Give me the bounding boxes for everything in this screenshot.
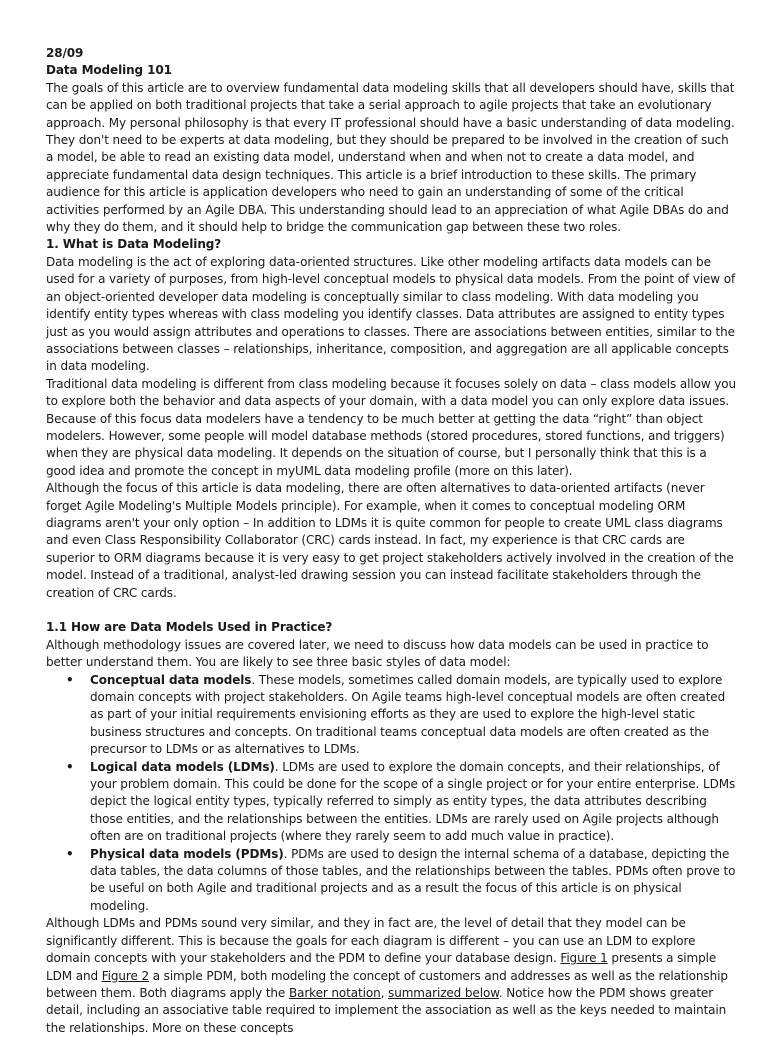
section-1-1-paragraph-1: Although methodology issues are covered later, we need to discuss how data models can be used in practice to better understand them. You are likely to see three basic styles of data model:	[46, 637, 709, 670]
document-page	[46, 45, 736, 1037]
list-item-term: Logical data models (LDMs)	[90, 759, 275, 774]
section-1-1-heading: 1.1 How are Data Models Used in Practice?	[46, 620, 333, 635]
paragraph-text: . Notice how the PDM shows greater detail, including an associative table required to implement the association as well as the keys needed to maintain the relationships. More on these concepts	[46, 985, 727, 1035]
paragraph-text: a simple PDM, both modeling the concept of customers and addresses as well as the relationship between them. Both diagrams apply the	[46, 968, 728, 1000]
list-item	[90, 672, 736, 759]
summarized-below-link[interactable]: summarized below	[388, 985, 499, 1000]
list-item-text: . LDMs are used to explore the domain concepts, and their relationships, of your problem domain. This could be done for the scope of a single project or for your entire enterprise. LDMs depict the logical entity types, typically referred to simply as entity types, the data attributes describing those entities, and the relationships between the entities. LDMs are rarely used on Agile projects although often are on traditional projects (where they rarely seem to add much value in practice).	[90, 759, 736, 844]
section-1-paragraph-1: Data modeling is the act of exploring data-oriented structures. Like other modeling artifacts data models can be used for a variety of purposes, from high-level conceptual models to physical data models. From the point of view of an object-oriented developer data modeling is conceptually similar to class modeling. With data modeling you identify entity types whereas with class modeling you identify classes. Data attributes are assigned to entity types just as you would assign attributes and operations to classes. There are associations between entities, similar to the associations between classes – relationships, inheritance, composition, and aggregation are all applicable concepts in data modeling.	[46, 254, 736, 374]
list-item-text: . These models, sometimes called domain models, are typically used to explore domain concepts with project stakeholders. On Agile teams high-level conceptual models are often created as part of your initial requirements envisioning efforts as they are used to explore the high-level static business structures and concepts. On traditional teams conceptual data models are often created as the precursor to LDMs or as alternatives to LDMs.	[90, 672, 726, 757]
figure-1-link[interactable]: Figure 1	[560, 951, 608, 966]
barker-notation-link[interactable]: Barker notation	[288, 985, 381, 1000]
list-item-term: Conceptual data models	[90, 672, 252, 687]
intro-paragraph: The goals of this article are to overview fundamental data modeling skills that all developers should have, skills that can be applied on both traditional projects that take a serial approach to agile projects that take an evolutionary approach. My personal philosophy is that every IT professional should have a basic understanding of data modeling. They don't need to be experts at data modeling, but they should be prepared to be involved in the creation of such a model, be able to read an existing data model, understand when and when not to create a data model, and appreciate fundamental data design techniques. This article is a brief introduction to these skills. The primary audience for this article is application developers who need to gain an understanding of some of the critical activities performed by an Agile DBA. This understanding should lead to an appreciation of what Agile DBAs do and why they do them, and it should help to bridge the communication gap between these two roles.	[46, 80, 735, 235]
section-1-paragraph-3: Although the focus of this article is data modeling, there are often alternatives to data-oriented artifacts (never forget Agile Modeling's Multiple Models principle). For example, when it comes to conceptual modeling ORM diagrams aren't your only option – In addition to LDMs it is quite common for people to create UML class diagrams and even Class Responsibility Collaborator (CRC) cards instead. In fact, my experience is that CRC cards are superior to ORM diagrams because it is very easy to get project stakeholders actively involved in the creation of the model. Instead of a traditional, analyst-led drawing session you can instead facilitate stakeholders through the creation of CRC cards.	[46, 481, 734, 600]
paragraph-spacer	[46, 602, 736, 619]
figure-2-link[interactable]: Figure 2	[101, 968, 149, 983]
list-item-term: Physical data models (PDMs)	[90, 846, 284, 861]
document-date: 28/09	[46, 46, 84, 60]
section-1-heading: 1. What is Data Modeling?	[46, 237, 222, 252]
document-title: Data Modeling 101	[46, 63, 172, 78]
section-1-paragraph-2: Traditional data modeling is different from class modeling because it focuses solely on data – class models allow you to explore both the behavior and data aspects of your domain, with a data model you can only explore data issues. Because of this focus data modelers have a tendency to be much better at getting the data “right” than object modelers. However, some people will model database methods (stored procedures, stored functions, and triggers) when they are physical data modeling. It depends on the situation of course, but I personally think that this is a good idea and promote the concept in myUML data modeling profile (more on this later).	[46, 376, 737, 478]
list-item	[90, 759, 736, 846]
data-model-styles-list	[46, 672, 736, 916]
list-item	[90, 846, 736, 916]
section-1-1-paragraph-2	[46, 915, 736, 1037]
paragraph-text: presents a simple LDM and	[46, 951, 717, 983]
paragraph-text: ,	[380, 985, 389, 1000]
list-item-text: . PDMs are used to design the internal schema of a database, depicting the data tables, the data columns of those tables, and the relationships between the tables. PDMs often prove to be useful on both Agile and traditional projects and as a result the focus of this article is on physical modeling.	[90, 846, 736, 913]
paragraph-text: Although LDMs and PDMs sound very similar, and they in fact are, the level of detail that they model can be significantly different. This is because the goals for each diagram is different – you can use an LDM to explore domain concepts with your stakeholders and the PDM to define your database design.	[46, 916, 696, 966]
